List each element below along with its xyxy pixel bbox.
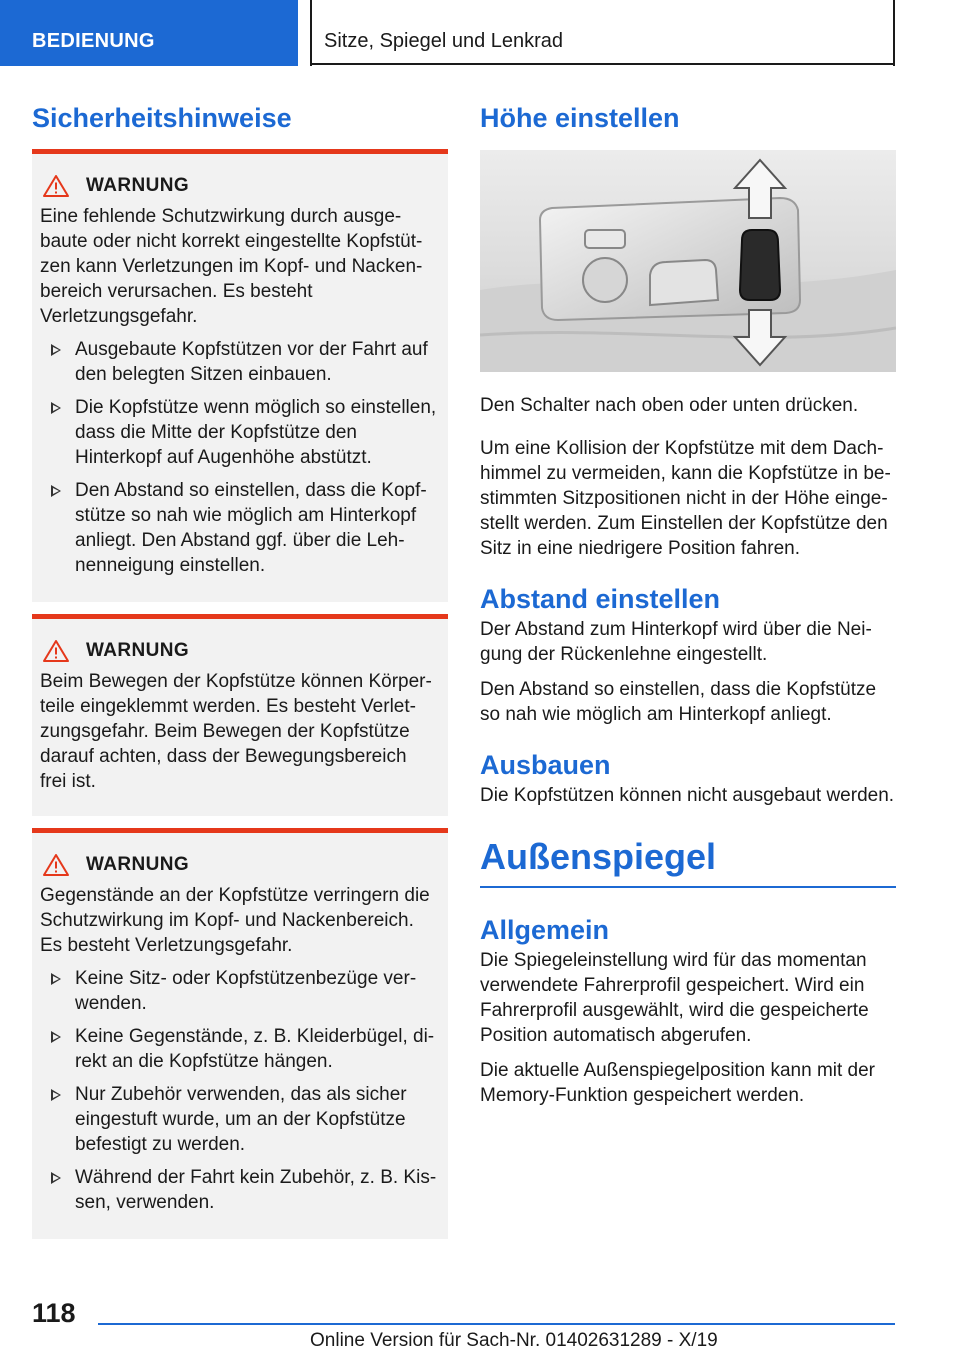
general-text-1: Die Spiegeleinstellung wird für das momentan verwendete Fahrerprofil gespeichert. Wird ein Fahrerprofil ausgewählt, wird die gespeicherte Position automatisch abgerufen. (480, 950, 869, 1046)
list-item: Nur Zubehör verwenden, das als sicher eingestuft wurde, um an der Kopfstütze befestigt zu werden. (40, 1082, 438, 1157)
page-header (0, 0, 960, 66)
warning-triangle-icon (42, 174, 70, 198)
left-column (32, 100, 448, 1239)
warning-header (42, 174, 438, 198)
distance-title: Abstand einstellen (480, 584, 721, 614)
general-text-2: Die aktuelle Außenspiegelposition kann mit der Memory-Funktion gespeichert werden. (480, 1060, 876, 1106)
warning-header (42, 639, 438, 663)
chapter-title: Sitze, Spiegel und Lenkrad (324, 30, 564, 52)
triangle-bullet-icon (51, 1089, 61, 1101)
header-underline (310, 63, 895, 65)
height-caption: Den Schalter nach oben oder unten drücken. (480, 395, 859, 416)
triangle-bullet-icon (51, 485, 61, 497)
triangle-bullet-icon (51, 973, 61, 985)
warning-header (42, 853, 438, 877)
section-tab: BEDIENUNG (0, 0, 298, 66)
remove-text: Die Kopfstützen können nicht ausgebaut werden. (480, 785, 895, 806)
warning-list (40, 337, 438, 578)
remove-title: Ausbauen (480, 750, 611, 780)
warning-triangle-icon (42, 639, 70, 663)
footer-rule (98, 1323, 895, 1325)
warning-label: WARNUNG (86, 640, 190, 661)
height-text: Um eine Kollision der Kopfstütze mit dem Dachhimmel zu vermeiden, kann die Kopfstütze in bestimmten Sitzpositionen nicht in der Höhe eingestellt werden. Zum Einstellen der Kopfstütze den Sitz in eine niedrigere Position fahren. (480, 438, 891, 559)
list-item: Die Kopfstütze wenn möglich so einstellen, dass die Mitte der Kopfstütze den Hinterkopf auf Augenhöhe abstützt. (40, 395, 438, 470)
list-item: Ausgebaute Kopfstützen vor der Fahrt auf den belegten Sitzen einbauen. (40, 337, 438, 387)
header-right-border (893, 0, 895, 66)
warning-list (40, 966, 438, 1215)
warning-text: Beim Bewegen der Kopfstütze können Körperteile eingeklemmt werden. Es besteht Verletzungsgefahr. Beim Bewegen der Kopfstütze darauf achten, dass der Bewegungsbereich frei ist. (40, 671, 432, 792)
triangle-bullet-icon (51, 344, 61, 356)
warning-text: Gegenstände an der Kopfstütze verringern die Schutzwirkung im Kopf- und Nackenbereich. Es besteht Verletzungsgefahr. (40, 885, 430, 956)
mirror-title: Außenspiegel (480, 836, 717, 877)
triangle-bullet-icon (51, 1031, 61, 1043)
triangle-bullet-icon (51, 1172, 61, 1184)
distance-text-2: Den Abstand so einstellen, dass die Kopfstütze so nah wie möglich am Hinterkopf anliegt. (480, 679, 877, 725)
headrest-switch-illustration (480, 150, 896, 372)
triangle-bullet-icon (51, 402, 61, 414)
list-item: Keine Sitz- oder Kopfstützenbezüge verwenden. (40, 966, 438, 1016)
general-title: Allgemein (480, 915, 610, 945)
safety-title: Sicherheitshinweise (32, 103, 292, 133)
warning-box-3 (32, 828, 448, 1239)
list-item: Während der Fahrt kein Zubehör, z. B. Kissen, verwenden. (40, 1165, 438, 1215)
distance-text-1: Der Abstand zum Hinterkopf wird über die Neigung der Rückenlehne eingestellt. (480, 619, 872, 665)
warning-label: WARNUNG (86, 854, 190, 875)
header-divider (310, 0, 312, 66)
warning-box-1 (32, 149, 448, 602)
online-version-note: Online Version für Sach-Nr. 01402631289 - X/19 (310, 1330, 718, 1351)
mirror-title-rule (480, 886, 896, 888)
warning-label: WARNUNG (86, 175, 190, 196)
warning-triangle-icon (42, 853, 70, 877)
height-title: Höhe einstellen (480, 103, 680, 133)
list-item: Keine Gegenstände, z. B. Kleiderbügel, direkt an die Kopfstütze hängen. (40, 1024, 438, 1074)
warning-box-2 (32, 614, 448, 816)
list-item: Den Abstand so einstellen, dass die Kopfstütze so nah wie möglich am Hinterkopf anliegt. Den Abstand ggf. über die Lehnenneigung einstellen. (40, 478, 438, 578)
page-number: 118 (32, 1298, 76, 1328)
right-column (480, 100, 896, 1118)
warning-text: Eine fehlende Schutzwirkung durch ausgebaute oder nicht korrekt eingestellte Kopfstützen kann Verletzungen im Kopf- und Nackenbereich verursachen. Es besteht Verletzungsgefahr. (40, 206, 423, 327)
